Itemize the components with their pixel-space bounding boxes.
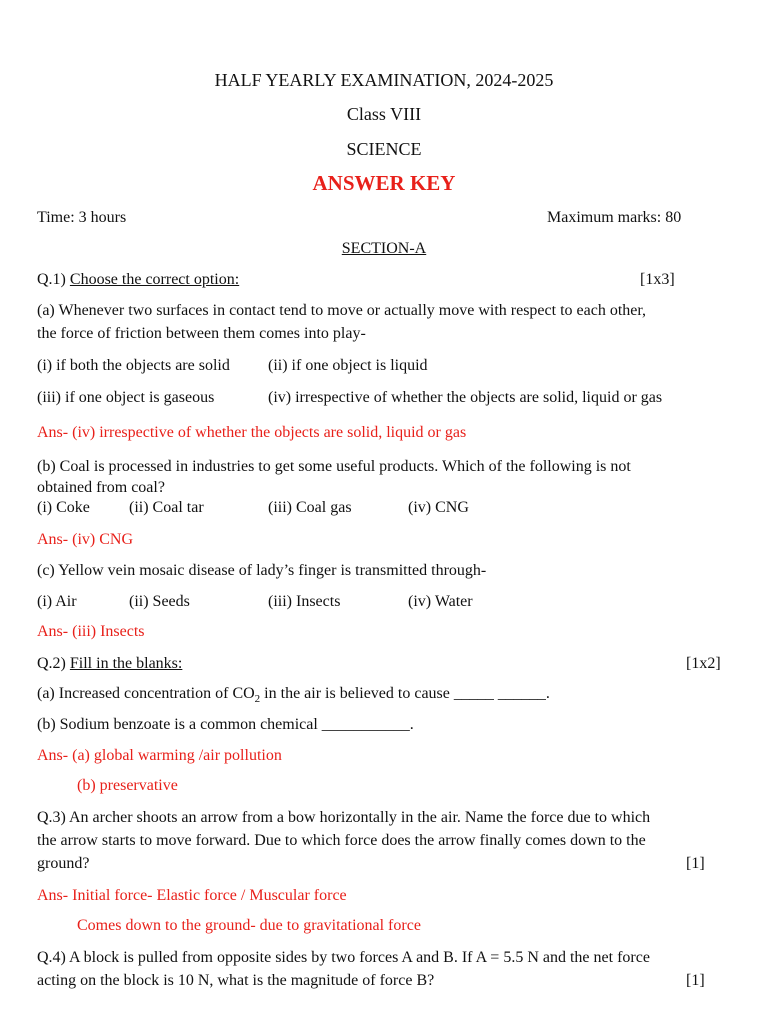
- max-marks-label: Maximum marks: 80: [547, 209, 682, 226]
- q2-number: Q.2): [37, 655, 70, 672]
- q1b-answer: Ans- (iv) CNG: [37, 531, 133, 548]
- q2a-text-pre: (a) Increased concentration of CO: [37, 685, 255, 702]
- q1b-text-line2: obtained from coal?: [37, 479, 165, 496]
- q1c-option-3: (iii) Insects: [268, 593, 341, 610]
- q2-answer-b: (b) preservative: [77, 777, 178, 794]
- q2-marks: [1x2]: [686, 655, 721, 672]
- q1b-option-2: (ii) Coal tar: [129, 499, 204, 516]
- q1a-answer: Ans- (iv) irrespective of whether the objects are solid, liquid or gas: [37, 424, 467, 441]
- q4-text-line2: acting on the block is 10 N, what is the magnitude of force B?: [37, 972, 435, 989]
- q3-text-line3: ground?: [37, 855, 90, 872]
- q1c-answer: Ans- (iii) Insects: [37, 623, 145, 640]
- q1a-option-1: (i) if both the objects are solid: [37, 357, 230, 374]
- q1a-option-2: (ii) if one object is liquid: [268, 357, 428, 374]
- subject-label: SCIENCE: [346, 139, 422, 159]
- q1a-option-4: (iv) irrespective of whether the objects are solid, liquid or gas: [268, 389, 663, 406]
- q2a-text: [37, 684, 550, 709]
- q1c-option-4: (iv) Water: [408, 593, 473, 610]
- q2b-text: (b) Sodium benzoate is a common chemical ___________.: [37, 716, 414, 733]
- q2-instruction: Fill in the blanks:: [69, 655, 183, 672]
- q2a-text-post: in the air is believed to cause _____ ______.: [260, 685, 550, 702]
- q4-text-line1: Q.4) A block is pulled from opposite sides by two forces A and B. If A = 5.5 N and the net force: [37, 949, 650, 966]
- q3-marks: [1]: [686, 855, 705, 872]
- q1a-option-3: (iii) if one object is gaseous: [37, 389, 215, 406]
- q3-answer-1: Ans- Initial force- Elastic force / Muscular force: [37, 887, 347, 904]
- q2-answer-a: Ans- (a) global warming /air pollution: [37, 747, 282, 764]
- q1c-text: (c) Yellow vein mosaic disease of lady’s finger is transmitted through-: [37, 562, 487, 579]
- q1-instruction: Choose the correct option:: [69, 271, 240, 288]
- q1b-option-4: (iv) CNG: [408, 499, 469, 516]
- q1b-text-line1: (b) Coal is processed in industries to get some useful products. Which of the following is not: [37, 458, 631, 475]
- q1-number: Q.1): [37, 271, 70, 288]
- q2a-subscript: 2: [254, 693, 261, 706]
- q3-answer-2: Comes down to the ground- due to gravitational force: [77, 917, 421, 934]
- q4-marks: [1]: [686, 972, 705, 989]
- q1c-option-1: (i) Air: [37, 593, 77, 610]
- q3-text-line2: the arrow starts to move forward. Due to which force does the arrow finally comes down to the: [37, 832, 646, 849]
- answer-key-heading: ANSWER KEY: [312, 171, 456, 195]
- q1-heading: [37, 270, 239, 290]
- q1b-option-3: (iii) Coal gas: [268, 499, 352, 516]
- exam-title: HALF YEARLY EXAMINATION, 2024-2025: [214, 70, 554, 90]
- q3-text-line1: Q.3) An archer shoots an arrow from a bow horizontally in the air. Name the force due to which: [37, 809, 651, 826]
- time-label: Time: 3 hours: [37, 209, 127, 226]
- section-heading: SECTION-A: [341, 240, 427, 257]
- q1b-option-1: (i) Coke: [37, 499, 90, 516]
- q1-marks: [1x3]: [640, 271, 675, 288]
- q2-heading: [37, 654, 182, 674]
- q1a-text-line2: the force of friction between them comes into play-: [37, 325, 366, 342]
- q1c-option-2: (ii) Seeds: [129, 593, 190, 610]
- class-label: Class VIII: [346, 104, 422, 124]
- q1a-text-line1: (a) Whenever two surfaces in contact tend to move or actually move with respect to each other,: [37, 302, 647, 319]
